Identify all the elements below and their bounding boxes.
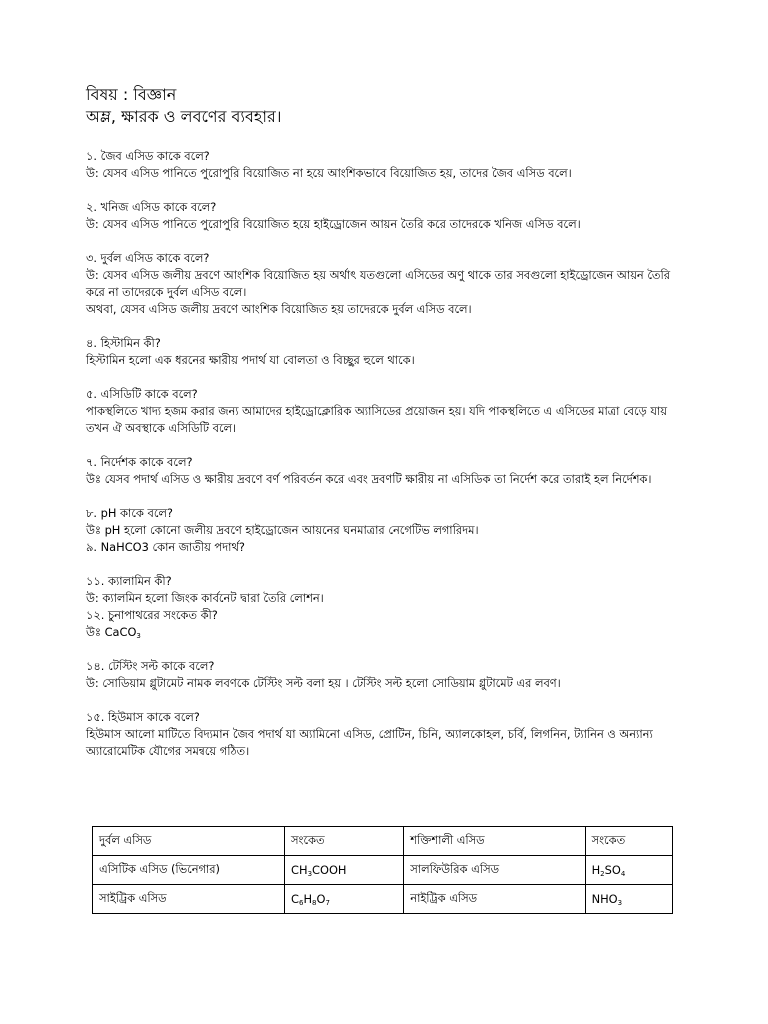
table-cell-formula: $NHO_3$ [585,885,672,914]
subject-heading: বিষয় : বিজ্ঞান [86,85,177,104]
question: ১৪. টেস্টিং সল্ট কাকে বলে? [86,659,215,673]
document-page [86,84,686,777]
table-cell-formula: $CH_3COOH$ [285,856,404,885]
answer: উঃ pH হলো কোনো জলীয় দ্রবণে হাইড্রোজেন আয়নের ঘনমাত্রার নেগেটিভ লগারিদম। [86,523,479,537]
table-header-cell: সংকেত [285,827,404,856]
qa-item-3 [86,250,686,318]
qa-item-15 [86,709,686,760]
answer-alternative: অথবা, যেসব এসিড জলীয় দ্রবণে আংশিক বিয়োজিত হয় তাদেরকে দুর্বল এসিড বলে। [86,302,472,316]
question: ৫. এসিডিটি কাকে বলে? [86,387,198,401]
qa-item-5 [86,386,686,437]
answer: উ: যেসব এসিড পানিতে পুরোপুরি বিয়োজিত না হয়ে আংশিকভাবে বিয়োজিত হয়, তাদের জৈব এসিড বলে। [86,166,572,180]
question: ৪. হিস্টামিন কী? [86,336,161,350]
qa-item-2 [86,199,686,233]
answer: উঃ যেসব পদার্থ এসিড ও ক্ষারীয় দ্রবণে বর্ণ পরিবর্তন করে এবং দ্রবণটি ক্ষারীয় না এসিডিক তা নির্দেশ করে তারাই হল নির্দেশক। [86,472,652,486]
table-header-cell: সংকেত [585,827,672,856]
question: ৯. NaHCO3 কোন জাতীয় পদার্থ? [86,540,245,554]
table-cell: সাইট্রিক এসিড [93,885,285,914]
answer: উ: যেসব এসিড জলীয় দ্রবণে আংশিক বিয়োজিত হয় অর্থাৎ যতগুলো এসিডের অণু থাকে তার সবগুলো হাইড্রোজেন আয়ন তৈরি করে না তাদেরকে দুর্বল এসিড বলে। [86,268,670,299]
answer: উ: যেসব এসিড পানিতে পুরোপুরি বিয়োজিত হয়ে হাইড্রোজেন আয়ন তৈরি করে তাদেরকে খনিজ এসিড বলে। [86,217,581,231]
answer [86,624,686,641]
question: ৭. নির্দেশক কাকে বলে? [86,455,193,469]
question: ৩. দুর্বল এসিড কাকে বলে? [86,251,210,265]
answer: হিউমাস আলো মাটিতে বিদ্যমান জৈব পদার্থ যা অ্যামিনো এসিড, প্রোটিন, চিনি, অ্যালকোহল, চর্বি, লিগনিন, ট্যানিন ও অন্যান্য অ্যারোমেটিক যৌগের সমন্বয়ে গঠিত। [86,727,653,758]
table-row [93,856,673,885]
question: ১১. ক্যালামিন কী? [86,574,172,588]
table-header-cell: শক্তিশালী এসিড [404,827,585,856]
acid-table [92,826,673,914]
table-cell: সালফিউরিক এসিড [404,856,585,885]
qa-item-11-12 [86,573,686,641]
question: ২. খনিজ এসিড কাকে বলে? [86,200,217,214]
table-cell-formula: $C_6H_8O_7$ [285,885,404,914]
topic-heading: অম্ল, ক্ষারক ও লবণের ব্যবহার। [86,107,282,126]
qa-item-4 [86,335,686,369]
answer: উ: ক্যালমিন হলো জিংক কার্বনেট দ্বারা তৈরি লোশন। [86,591,324,605]
question: ১. জৈব এসিড কাকে বলে? [86,149,210,163]
qa-item-14 [86,658,686,692]
answer: হিস্টামিন হলো এক ধরনের ক্ষারীয় পদার্থ যা বোলতা ও বিচ্ছুর হুলে থাকে। [86,353,415,367]
table-cell: নাইট্রিক এসিড [404,885,585,914]
formula-text: উঃ CaCO [86,625,137,639]
qa-item-8-9 [86,505,686,556]
table-row [93,885,673,914]
table-header-cell: দুর্বল এসিড [93,827,285,856]
formula-subscript: 3 [136,632,141,640]
table-header-row [93,827,673,856]
answer: পাকস্থলিতে খাদ্য হজম করার জন্য আমাদের হাইড্রোক্লোরিক অ্যাসিডের প্রয়োজন হয়। যদি পাকস্থলিতে এ এসিডের মাত্রা বেড়ে যায় তখন ঐ অবস্থাকে এসিডিটি বলে। [86,404,667,435]
question: ৮. pH কাকে বলে? [86,506,173,520]
qa-item-1 [86,148,686,182]
answer: উ: সোডিয়াম গ্লুটামেট নামক লবণকে টেস্টিং সল্ট বলা হয় । টেস্টিং সল্ট হলো সোডিয়াম গ্লুটামেট এর লবণ। [86,676,561,690]
question: ১৫. হিউমাস কাকে বলে? [86,710,200,724]
qa-item-7 [86,454,686,488]
question: ১২. চুনাপাথরের সংকেত কী? [86,608,218,622]
table-cell-formula: $H_2SO_4$ [585,856,672,885]
table-cell: এসিটিক এসিড (ভিনেগার) [93,856,285,885]
